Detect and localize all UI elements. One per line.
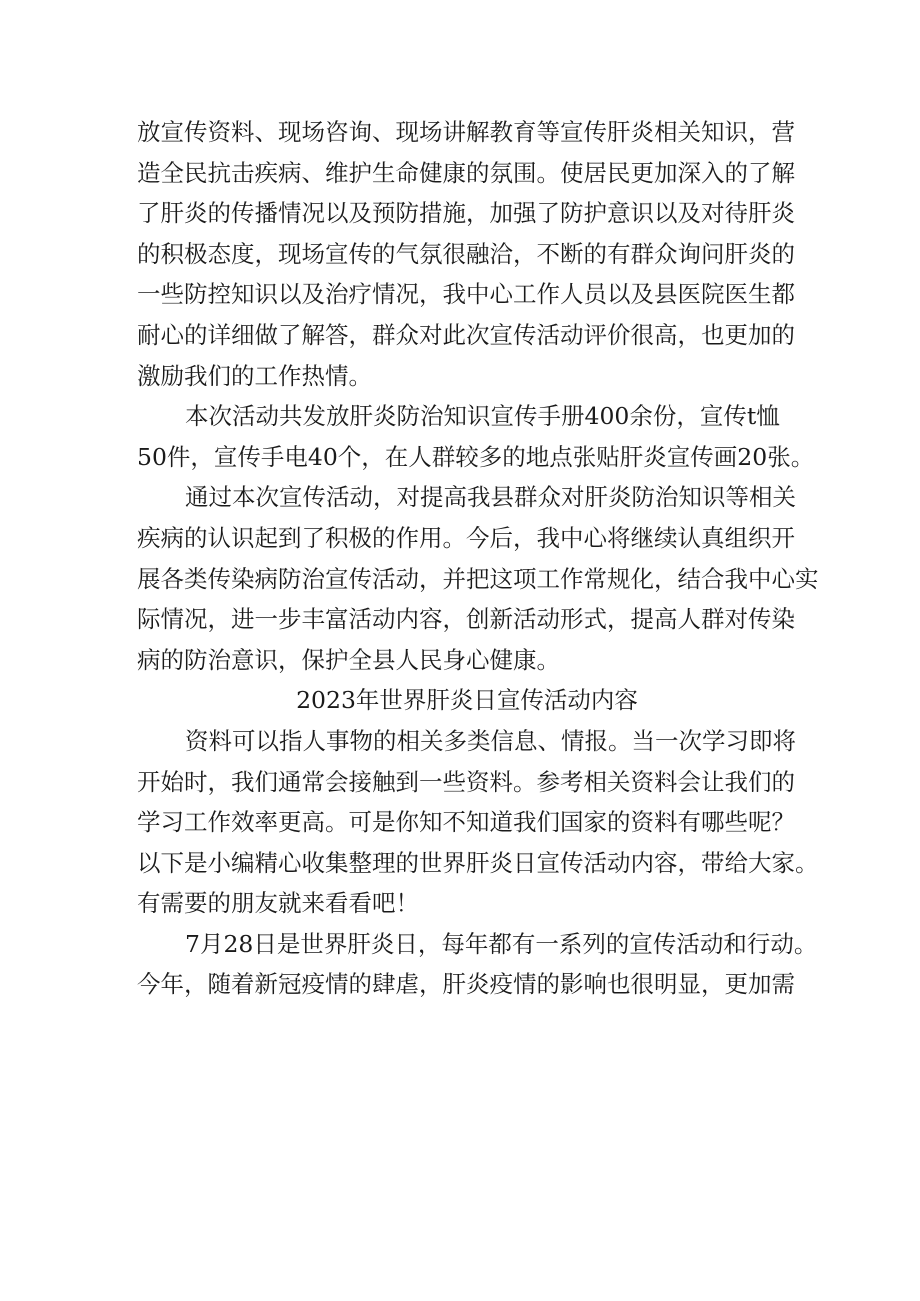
text-line: 激励我们的工作热情。 [137,361,372,390]
text-line: 疾病的认识起到了积极的作用。今后，我中心将继续认真组织开 [137,523,795,552]
text-line: 开始时，我们通常会接触到一些资料。参考相关资料会让我们的 [137,767,795,796]
text-line: 病的防治意识，保护全县人民身心健康。 [137,645,560,674]
document-body [137,112,819,1005]
text-line: 50件，宣传手电40个，在人群较多的地点张贴肝炎宣传画20张。 [137,442,815,471]
text-line: 展各类传染病防治宣传活动，并把这项工作常规化，结合我中心实 [137,564,819,593]
text-line: 的积极态度，现场宣传的气氛很融洽，不断的有群众询问肝炎的 [137,239,795,268]
text-line: 以下是小编精心收集整理的世界肝炎日宣传活动内容，带给大家。 [137,848,819,877]
text-line: 耐心的详细做了解答，群众对此次宣传活动评价很高，也更加的 [137,320,795,349]
paragraph-start-line: 通过本次宣传活动，对提高我县群众对肝炎防治知识等相关 [185,483,796,512]
paragraph-start-line: 7月28日是世界肝炎日，每年都有一系列的宣传活动和行动。 [185,929,818,958]
text-line: 学习工作效率更高。可是你知不知道我们国家的资料有哪些呢？ [137,808,795,837]
text-line: 际情况，进一步丰富活动内容，创新活动形式，提高人群对传染 [137,605,795,634]
text-line: 造全民抗击疾病、维护生命健康的氛围。使居民更加深入的了解 [137,158,795,187]
section-title: 2023年世界肝炎日宣传活动内容 [296,686,638,715]
paragraph-start-line: 本次活动共发放肝炎防治知识宣传手册400余份，宣传t恤 [185,402,780,431]
text-line: 了肝炎的传播情况以及预防措施，加强了防护意识以及对待肝炎 [137,199,795,228]
text-line: 今年，随着新冠疫情的肆虐，肝炎疫情的影响也很明显，更加需 [137,970,795,999]
paragraph-start-line: 资料可以指人事物的相关多类信息、情报。当一次学习即将 [185,726,796,755]
text-line: 一些防控知识以及治疗情况，我中心工作人员以及县医院医生都 [137,280,795,309]
text-line: 有需要的朋友就来看看吧！ [137,889,419,918]
text-line: 放宣传资料、现场咨询、现场讲解教育等宣传肝炎相关知识，营 [137,118,795,146]
